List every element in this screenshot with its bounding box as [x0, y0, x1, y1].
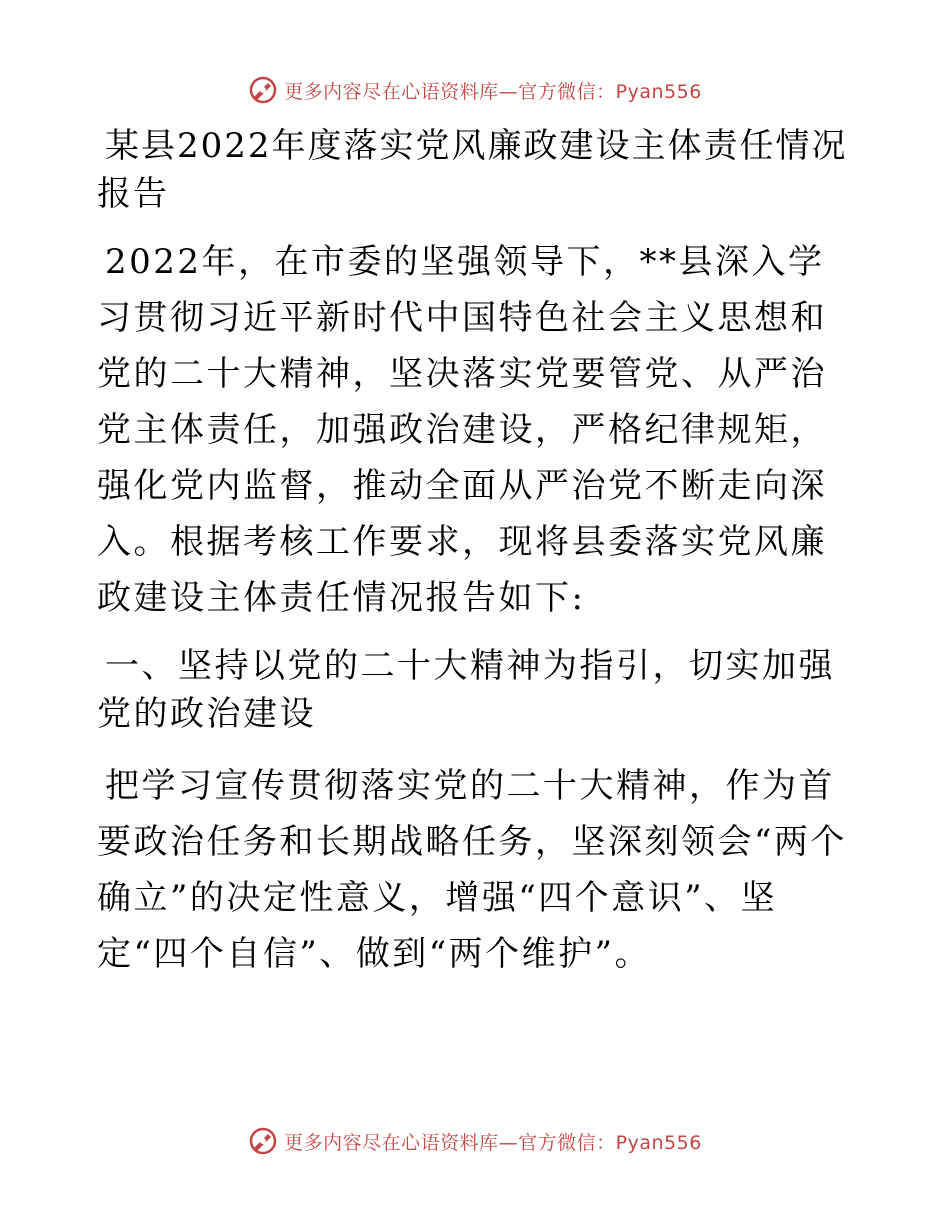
- footer-watermark-text: 更多内容尽在心语资料库—官方微信：Pyan556: [284, 1131, 702, 1154]
- section-1-paragraph: 把学习宣传贯彻落实党的二十大精神，作为首要政治任务和长期战略任务，坚深刻领会“两个确立”的决定性意义，增强“四个意识”、坚定“四个自信”、做到“两个维护”。: [97, 766, 847, 974]
- footer-watermark: [0, 1123, 950, 1159]
- pen-logo-icon: [248, 1126, 278, 1156]
- intro-paragraph: 2022年，在市委的坚强领导下，**县深入学习贯彻习近平新时代中国特色社会主义思想和党的二十大精神，坚决落实党要管党、从严治党主体责任，加强政治建设，严格纪律规矩，强化党内监督，推动全面从严治党不断走向深入。根据考核工作要求，现将县委落实党风廉政建设主体责任情况报告如下:: [97, 242, 827, 618]
- header-watermark: [0, 72, 950, 108]
- document-body: [97, 122, 857, 998]
- document-title: 某县2022年度落实党风廉政建设主体责任情况报告: [97, 126, 848, 214]
- section-1-heading: 一、坚持以党的二十大精神为指引，切实加强党的政治建设: [97, 646, 835, 734]
- header-watermark-text: 更多内容尽在心语资料库—官方微信：Pyan556: [284, 80, 702, 103]
- pen-logo-icon: [248, 75, 278, 105]
